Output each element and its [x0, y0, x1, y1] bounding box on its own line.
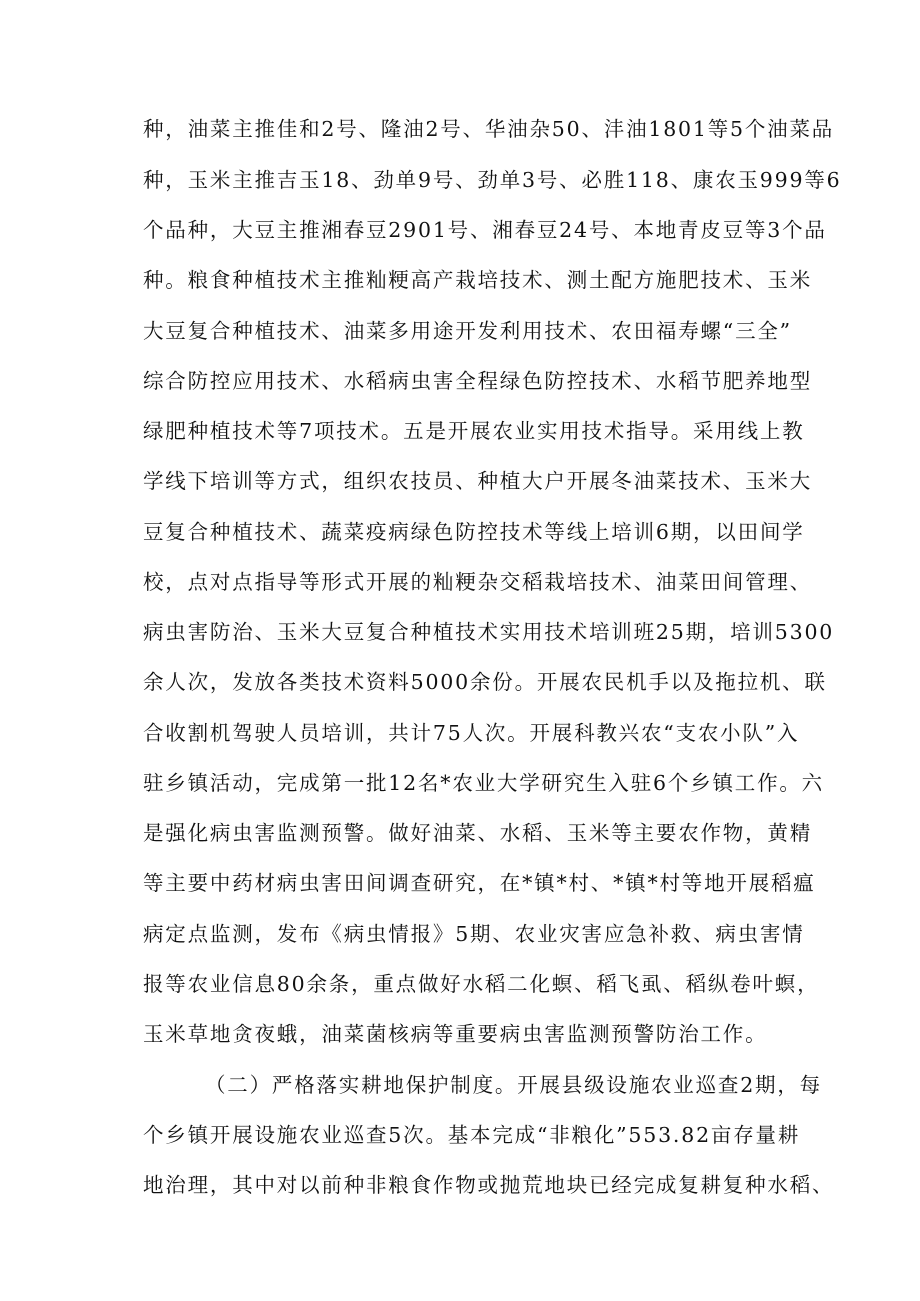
text-line: 校，点对点指导等形式开展的籼粳杂交稻栽培技术、油菜田间管理、 [143, 570, 812, 594]
text-line: 报等农业信息80余条，重点做好水稻二化螟、稻飞虱、稻纵卷叶螟， [143, 972, 820, 996]
text-line: 豆复合种植技术、蔬菜疫病绿色防控技术等线上培训6期，以田间学 [143, 520, 805, 544]
text-line: 合收割机驾驶人员培训，共计75人次。开展科教兴农“支农小队”入 [143, 721, 800, 745]
text-line: 驻乡镇活动，完成第一批12名*农业大学研究生入驻6个乡镇工作。六 [143, 771, 824, 795]
text-line: 种。粮食种植技术主推籼粳高产栽培技术、测土配方施肥技术、玉米 [143, 268, 812, 292]
text-line: 病虫害防治、玉米大豆复合种植技术实用技术培训班25期，培训5300 [143, 620, 835, 644]
text-line: 绿肥种植技术等7项技术。五是开展农业实用技术指导。采用线上教 [143, 419, 805, 443]
text-line: 玉米草地贪夜蛾，油菜菌核病等重要病虫害监测预警防治工作。 [143, 1022, 768, 1046]
text-line: 种，油菜主推佳和2号、隆油2号、华油杂50、沣油1801等5个油菜品 [143, 117, 835, 141]
text-line: 是强化病虫害监测预警。做好油菜、水稻、玉米等主要农作物，黄精 [143, 821, 812, 845]
text-line: 等主要中药材病虫害田间调查研究，在*镇*村、*镇*村等地开展稻瘟 [143, 871, 816, 895]
text-line: 余人次，发放各类技术资料5000余份。开展农民机手以及拖拉机、联 [143, 670, 827, 694]
text-line: 地治理，其中对以前种非粮食作物或抛荒地块已经完成复耕复种水稻、 [143, 1173, 835, 1197]
text-line: 大豆复合种植技术、油菜多用途开发利用技术、农田福寿螺“三全” [143, 319, 792, 343]
text-line: 综合防控应用技术、水稻病虫害全程绿色防控技术、水稻节肥养地型 [143, 369, 812, 393]
text-line: 学线下培训等方式，组织农技员、种植大户开展冬油菜技术、玉米大 [143, 469, 812, 493]
section-heading-line: （二）严格落实耕地保护制度。开展县级设施农业巡查2期，每 [205, 1073, 822, 1097]
text-line: 个品种，大豆主推湘春豆2901号、湘春豆24号、本地青皮豆等3个品 [143, 218, 827, 242]
text-line: 种，玉米主推吉玉18、劲单9号、劲单3号、必胜118、康农玉999等6 [143, 168, 842, 192]
text-line: 个乡镇开展设施农业巡查5次。基本完成“非粮化”553.82亩存量耕 [143, 1123, 801, 1147]
text-line: 病定点监测，发布《病虫情报》5期、农业灾害应急补救、病虫害情 [143, 922, 805, 946]
